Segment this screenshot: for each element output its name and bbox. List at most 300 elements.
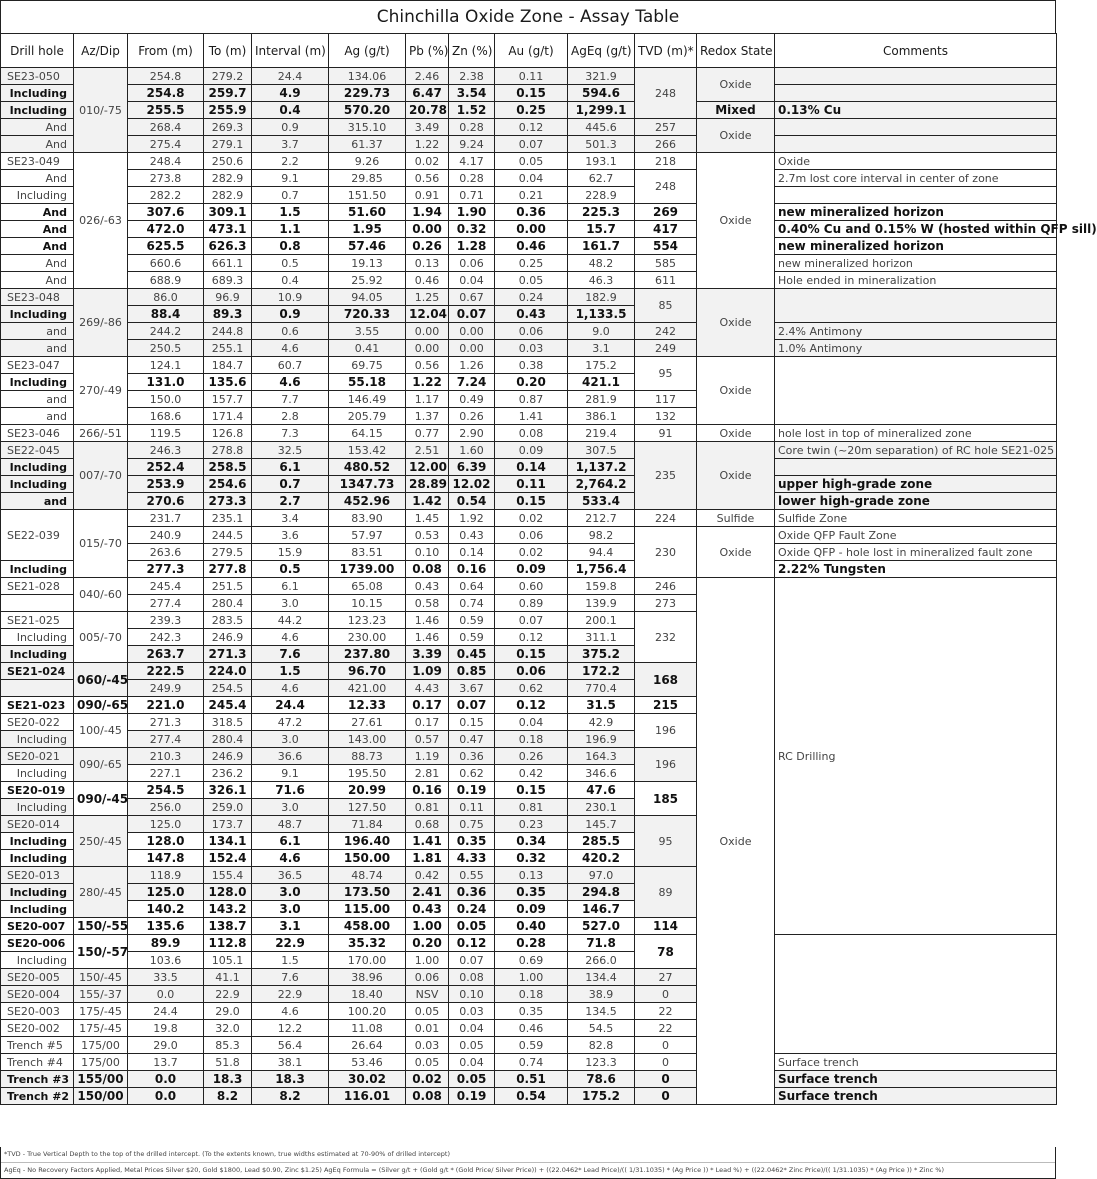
cell-interval: 44.2 xyxy=(252,612,329,629)
cell-ageq: 200.1 xyxy=(568,612,635,629)
cell-drill-hole: SE20-004 xyxy=(1,986,74,1003)
cell-tvd: 95 xyxy=(635,816,697,867)
cell-from: 240.9 xyxy=(128,527,204,544)
cell-comments: Surface trench xyxy=(775,1071,1057,1088)
cell-comments: Oxide QFP Fault Zone xyxy=(775,527,1057,544)
cell-ag: 205.79 xyxy=(329,408,406,425)
cell-from: 124.1 xyxy=(128,357,204,374)
cell-drill-hole: Including xyxy=(1,85,74,102)
cell-tvd: 168 xyxy=(635,663,697,697)
cell-from: 255.5 xyxy=(128,102,204,119)
cell-zn: 0.10 xyxy=(449,986,495,1003)
cell-pb: 0.56 xyxy=(406,170,449,187)
cell-to: 279.1 xyxy=(204,136,252,153)
cell-ageq: 285.5 xyxy=(568,833,635,850)
cell-interval: 6.1 xyxy=(252,459,329,476)
cell-to: 254.6 xyxy=(204,476,252,493)
cell-redox-state: Oxide xyxy=(697,119,775,153)
cell-drill-hole: SE22-039 xyxy=(1,510,74,561)
cell-from: 227.1 xyxy=(128,765,204,782)
cell-ag: 452.96 xyxy=(329,493,406,510)
cell-tvd: 218 xyxy=(635,153,697,170)
cell-interval: 12.2 xyxy=(252,1020,329,1037)
cell-from: 239.3 xyxy=(128,612,204,629)
cell-ag: 65.08 xyxy=(329,578,406,595)
cell-zn: 2.90 xyxy=(449,425,495,442)
table-body xyxy=(1,68,1097,1105)
cell-interval: 3.0 xyxy=(252,884,329,901)
cell-ag: 57.97 xyxy=(329,527,406,544)
cell-ag: 88.73 xyxy=(329,748,406,765)
cell-ag: 64.15 xyxy=(329,425,406,442)
cell-pb: NSV xyxy=(406,986,449,1003)
table-row xyxy=(1,136,1057,153)
table-row xyxy=(1,425,1057,442)
cell-zn: 1.92 xyxy=(449,510,495,527)
cell-zn: 0.03 xyxy=(449,1003,495,1020)
cell-ag: 57.46 xyxy=(329,238,406,255)
cell-pb: 0.00 xyxy=(406,323,449,340)
cell-tvd: 132 xyxy=(635,408,697,425)
cell-ageq: 533.4 xyxy=(568,493,635,510)
cell-au: 0.36 xyxy=(495,204,568,221)
cell-az-dip: 269/-86 xyxy=(74,289,128,357)
cell-tvd: 611 xyxy=(635,272,697,289)
cell-tvd: 266 xyxy=(635,136,697,153)
cell-ageq: 134.5 xyxy=(568,1003,635,1020)
cell-interval: 1.5 xyxy=(252,952,329,969)
cell-au: 0.07 xyxy=(495,612,568,629)
cell-ageq: 31.5 xyxy=(568,697,635,714)
cell-drill-hole: and xyxy=(1,493,74,510)
cell-comments: new mineralized horizon xyxy=(775,255,1057,272)
cell-au: 0.11 xyxy=(495,476,568,493)
cell-pb: 2.46 xyxy=(406,68,449,85)
cell-au: 0.23 xyxy=(495,816,568,833)
cell-pb: 0.01 xyxy=(406,1020,449,1037)
cell-drill-hole: and xyxy=(1,391,74,408)
cell-tvd: 246 xyxy=(635,578,697,595)
cell-to: 173.7 xyxy=(204,816,252,833)
cell-interval: 22.9 xyxy=(252,935,329,952)
cell-zn: 0.43 xyxy=(449,527,495,544)
cell-comments: new mineralized horizon xyxy=(775,238,1057,255)
cell-from: 210.3 xyxy=(128,748,204,765)
cell-pb: 1.46 xyxy=(406,612,449,629)
cell-to: 41.1 xyxy=(204,969,252,986)
cell-comments xyxy=(775,187,1057,204)
cell-pb: 1.46 xyxy=(406,629,449,646)
cell-interval: 1.1 xyxy=(252,221,329,238)
cell-ag: 115.00 xyxy=(329,901,406,918)
cell-au: 0.51 xyxy=(495,1071,568,1088)
cell-au: 1.00 xyxy=(495,969,568,986)
table-row xyxy=(1,102,1057,119)
cell-from: 277.3 xyxy=(128,561,204,578)
cell-ageq: 421.1 xyxy=(568,374,635,391)
table-row xyxy=(1,561,1057,578)
cell-drill-hole: Including xyxy=(1,187,74,204)
cell-from: 244.2 xyxy=(128,323,204,340)
cell-from: 472.0 xyxy=(128,221,204,238)
cell-zn: 0.04 xyxy=(449,272,495,289)
cell-au: 0.03 xyxy=(495,340,568,357)
cell-az-dip: 090/-45 xyxy=(74,782,128,816)
cell-interval: 3.6 xyxy=(252,527,329,544)
cell-from: 150.0 xyxy=(128,391,204,408)
cell-tvd: 114 xyxy=(635,918,697,935)
cell-to: 259.0 xyxy=(204,799,252,816)
cell-interval: 2.8 xyxy=(252,408,329,425)
cell-ag: 237.80 xyxy=(329,646,406,663)
cell-ageq: 82.8 xyxy=(568,1037,635,1054)
cell-interval: 0.5 xyxy=(252,255,329,272)
cell-au: 0.25 xyxy=(495,255,568,272)
cell-ag: 51.60 xyxy=(329,204,406,221)
cell-drill-hole: Including xyxy=(1,731,74,748)
cell-from: 0.0 xyxy=(128,1071,204,1088)
cell-ageq: 175.2 xyxy=(568,1088,635,1105)
cell-ag: 229.73 xyxy=(329,85,406,102)
cell-drill-hole: And xyxy=(1,204,74,221)
cell-interval: 3.1 xyxy=(252,918,329,935)
cell-to: 271.3 xyxy=(204,646,252,663)
cell-ag: 94.05 xyxy=(329,289,406,306)
cell-ag: 153.42 xyxy=(329,442,406,459)
cell-interval: 7.7 xyxy=(252,391,329,408)
cell-pb: 0.17 xyxy=(406,714,449,731)
cell-au: 0.89 xyxy=(495,595,568,612)
cell-pb: 0.81 xyxy=(406,799,449,816)
cell-ageq: 307.5 xyxy=(568,442,635,459)
cell-tvd: 249 xyxy=(635,340,697,357)
cell-from: 252.4 xyxy=(128,459,204,476)
cell-interval: 0.8 xyxy=(252,238,329,255)
cell-to: 235.1 xyxy=(204,510,252,527)
cell-zn: 0.16 xyxy=(449,561,495,578)
cell-ag: 150.00 xyxy=(329,850,406,867)
cell-ageq: 182.9 xyxy=(568,289,635,306)
cell-ag: 1739.00 xyxy=(329,561,406,578)
cell-comments xyxy=(775,357,1057,425)
footnote-ageq: AgEq - No Recovery Factors Applied, Metal Prices Silver $20, Gold $1800, Lead $0.90, Zinc $1.25) AgEq Formula = (Silver g/t + (Gold g/t * (Gold Price/ Silver Price)) + ((22.0462* Lead Price)/(( 1/31.1035) * (Ag Price )) * Lead %) + ((22.0462* Zinc Price)/(( 1/31.1035) * (Ag Price )) * Zinc %) xyxy=(1,1162,1055,1178)
cell-ag: 83.51 xyxy=(329,544,406,561)
cell-ageq: 527.0 xyxy=(568,918,635,935)
cell-drill-hole: Including xyxy=(1,561,74,578)
cell-ageq: 164.3 xyxy=(568,748,635,765)
cell-tvd: 0 xyxy=(635,1088,697,1105)
cell-zn: 1.90 xyxy=(449,204,495,221)
cell-az-dip: 015/-70 xyxy=(74,510,128,578)
cell-drill-hole: and xyxy=(1,408,74,425)
cell-interval: 15.9 xyxy=(252,544,329,561)
cell-tvd: 117 xyxy=(635,391,697,408)
cell-interval: 0.4 xyxy=(252,102,329,119)
cell-au: 0.40 xyxy=(495,918,568,935)
cell-zn: 0.15 xyxy=(449,714,495,731)
cell-from: 118.9 xyxy=(128,867,204,884)
cell-ag: 1347.73 xyxy=(329,476,406,493)
cell-interval: 4.6 xyxy=(252,850,329,867)
cell-au: 0.43 xyxy=(495,306,568,323)
cell-pb: 0.58 xyxy=(406,595,449,612)
cell-from: 19.8 xyxy=(128,1020,204,1037)
cell-au: 0.18 xyxy=(495,731,568,748)
cell-drill-hole: SE21-024 xyxy=(1,663,74,680)
cell-az-dip: 026/-63 xyxy=(74,153,128,289)
cell-ag: 151.50 xyxy=(329,187,406,204)
cell-drill-hole: Including xyxy=(1,646,74,663)
cell-drill-hole: Including xyxy=(1,629,74,646)
cell-drill-hole: SE22-045 xyxy=(1,442,74,459)
cell-drill-hole: SE20-002 xyxy=(1,1020,74,1037)
cell-ageq: 48.2 xyxy=(568,255,635,272)
cell-to: 282.9 xyxy=(204,187,252,204)
cell-tvd: 196 xyxy=(635,714,697,748)
cell-az-dip: 090/-65 xyxy=(74,748,128,782)
cell-drill-hole: SE20-013 xyxy=(1,867,74,884)
cell-ageq: 445.6 xyxy=(568,119,635,136)
header-pb: Pb (%) xyxy=(406,34,449,68)
cell-ag: 720.33 xyxy=(329,306,406,323)
cell-zn: 0.24 xyxy=(449,901,495,918)
cell-from: 13.7 xyxy=(128,1054,204,1071)
cell-zn: 0.36 xyxy=(449,884,495,901)
cell-ag: 19.13 xyxy=(329,255,406,272)
cell-au: 0.12 xyxy=(495,119,568,136)
cell-zn: 0.71 xyxy=(449,187,495,204)
cell-pb: 1.22 xyxy=(406,136,449,153)
cell-drill-hole: Trench #4 xyxy=(1,1054,74,1071)
cell-az-dip: 175/-45 xyxy=(74,1020,128,1037)
cell-zn: 0.62 xyxy=(449,765,495,782)
cell-drill-hole: Including xyxy=(1,884,74,901)
cell-au: 0.06 xyxy=(495,323,568,340)
cell-comments: Surface trench xyxy=(775,1054,1057,1071)
cell-zn: 0.07 xyxy=(449,306,495,323)
cell-tvd: 224 xyxy=(635,510,697,527)
cell-ageq: 62.7 xyxy=(568,170,635,187)
cell-comments xyxy=(775,85,1057,102)
footnotes xyxy=(0,1147,1056,1179)
cell-au: 0.15 xyxy=(495,782,568,799)
cell-az-dip: 010/-75 xyxy=(74,68,128,153)
cell-to: 51.8 xyxy=(204,1054,252,1071)
cell-from: 24.4 xyxy=(128,1003,204,1020)
cell-to: 112.8 xyxy=(204,935,252,952)
cell-to: 32.0 xyxy=(204,1020,252,1037)
cell-comments: upper high-grade zone xyxy=(775,476,1057,493)
cell-interval: 3.4 xyxy=(252,510,329,527)
cell-ageq: 54.5 xyxy=(568,1020,635,1037)
table-row xyxy=(1,578,1057,595)
cell-to: 152.4 xyxy=(204,850,252,867)
cell-drill-hole xyxy=(1,595,74,612)
cell-ageq: 386.1 xyxy=(568,408,635,425)
cell-az-dip: 060/-45 xyxy=(74,663,128,697)
cell-zn: 0.04 xyxy=(449,1020,495,1037)
cell-from: 86.0 xyxy=(128,289,204,306)
cell-ageq: 1,756.4 xyxy=(568,561,635,578)
cell-to: 126.8 xyxy=(204,425,252,442)
cell-ag: 20.99 xyxy=(329,782,406,799)
cell-au: 0.42 xyxy=(495,765,568,782)
table-row xyxy=(1,289,1057,306)
cell-ag: 83.90 xyxy=(329,510,406,527)
cell-drill-hole: SE20-019 xyxy=(1,782,74,799)
cell-tvd: 232 xyxy=(635,612,697,663)
cell-pb: 0.03 xyxy=(406,1037,449,1054)
cell-comments xyxy=(775,289,1057,323)
cell-interval: 36.6 xyxy=(252,748,329,765)
table-row xyxy=(1,153,1057,170)
cell-ageq: 420.2 xyxy=(568,850,635,867)
cell-ag: 61.37 xyxy=(329,136,406,153)
cell-pb: 0.02 xyxy=(406,1071,449,1088)
footnote-tvd: *TVD - True Vertical Depth to the top of the drilled intercept. (To the extents known, true widths estimated at 70-90% of drilled intercept) xyxy=(4,1150,451,1158)
cell-tvd: 0 xyxy=(635,1037,697,1054)
cell-from: 275.4 xyxy=(128,136,204,153)
cell-az-dip: 155/00 xyxy=(74,1071,128,1088)
cell-redox-state: Oxide xyxy=(697,357,775,425)
cell-drill-hole: And xyxy=(1,119,74,136)
cell-from: 125.0 xyxy=(128,816,204,833)
cell-interval: 0.9 xyxy=(252,119,329,136)
cell-from: 168.6 xyxy=(128,408,204,425)
cell-ag: 195.50 xyxy=(329,765,406,782)
cell-ageq: 311.1 xyxy=(568,629,635,646)
cell-from: 33.5 xyxy=(128,969,204,986)
cell-comments: 2.7m lost core interval in center of zone xyxy=(775,170,1057,187)
cell-pb: 1.22 xyxy=(406,374,449,391)
cell-drill-hole: SE20-006 xyxy=(1,935,74,952)
cell-tvd: 248 xyxy=(635,68,697,119)
assay-table xyxy=(0,33,1097,1105)
cell-tvd: 269 xyxy=(635,204,697,221)
cell-zn: 3.54 xyxy=(449,85,495,102)
cell-zn: 0.12 xyxy=(449,935,495,952)
cell-ageq: 175.2 xyxy=(568,357,635,374)
cell-interval: 3.7 xyxy=(252,136,329,153)
cell-ag: 480.52 xyxy=(329,459,406,476)
cell-from: 660.6 xyxy=(128,255,204,272)
header-zn: Zn (%) xyxy=(449,34,495,68)
cell-from: 242.3 xyxy=(128,629,204,646)
cell-redox-state: Oxide xyxy=(697,289,775,357)
header-ag: Ag (g/t) xyxy=(329,34,406,68)
cell-interval: 7.6 xyxy=(252,969,329,986)
cell-tvd: 0 xyxy=(635,1054,697,1071)
cell-redox-state: Oxide xyxy=(697,153,775,289)
cell-pb: 0.08 xyxy=(406,1088,449,1105)
cell-to: 105.1 xyxy=(204,952,252,969)
cell-redox-state: Oxide xyxy=(697,425,775,442)
table-row xyxy=(1,119,1057,136)
cell-az-dip: 005/-70 xyxy=(74,612,128,663)
cell-from: 268.4 xyxy=(128,119,204,136)
cell-au: 0.04 xyxy=(495,714,568,731)
table-row xyxy=(1,340,1057,357)
cell-to: 273.3 xyxy=(204,493,252,510)
cell-pb: 0.68 xyxy=(406,816,449,833)
cell-ag: 170.00 xyxy=(329,952,406,969)
cell-au: 0.46 xyxy=(495,1020,568,1037)
cell-interval: 18.3 xyxy=(252,1071,329,1088)
cell-pb: 0.53 xyxy=(406,527,449,544)
cell-interval: 38.1 xyxy=(252,1054,329,1071)
table-row xyxy=(1,459,1057,476)
cell-to: 138.7 xyxy=(204,918,252,935)
cell-comments: Core twin (~20m separation) of RC hole SE21-025 xyxy=(775,442,1057,459)
cell-ag: 71.84 xyxy=(329,816,406,833)
cell-ag: 12.33 xyxy=(329,697,406,714)
table-row xyxy=(1,493,1057,510)
cell-ageq: 139.9 xyxy=(568,595,635,612)
cell-pb: 4.43 xyxy=(406,680,449,697)
cell-to: 244.5 xyxy=(204,527,252,544)
cell-interval: 24.4 xyxy=(252,68,329,85)
cell-zn: 0.35 xyxy=(449,833,495,850)
cell-az-dip: 040/-60 xyxy=(74,578,128,612)
cell-tvd: 242 xyxy=(635,323,697,340)
cell-drill-hole: Trench #5 xyxy=(1,1037,74,1054)
cell-to: 626.3 xyxy=(204,238,252,255)
cell-comments: Surface trench xyxy=(775,1088,1057,1105)
cell-zn: 0.55 xyxy=(449,867,495,884)
cell-to: 278.8 xyxy=(204,442,252,459)
table-row xyxy=(1,187,1057,204)
cell-ageq: 266.0 xyxy=(568,952,635,969)
table-row xyxy=(1,476,1057,493)
table-row xyxy=(1,544,1057,561)
cell-ageq: 193.1 xyxy=(568,153,635,170)
cell-drill-hole: And xyxy=(1,136,74,153)
cell-az-dip: 100/-45 xyxy=(74,714,128,748)
cell-ag: 458.00 xyxy=(329,918,406,935)
cell-au: 0.09 xyxy=(495,901,568,918)
cell-au: 0.04 xyxy=(495,170,568,187)
cell-au: 0.11 xyxy=(495,68,568,85)
cell-au: 0.02 xyxy=(495,510,568,527)
cell-interval: 48.7 xyxy=(252,816,329,833)
cell-au: 0.25 xyxy=(495,102,568,119)
cell-zn: 0.11 xyxy=(449,799,495,816)
cell-comments xyxy=(775,935,1057,1054)
cell-zn: 4.33 xyxy=(449,850,495,867)
cell-pb: 0.10 xyxy=(406,544,449,561)
cell-pb: 6.47 xyxy=(406,85,449,102)
cell-from: 263.6 xyxy=(128,544,204,561)
cell-zn: 0.07 xyxy=(449,952,495,969)
cell-drill-hole: And xyxy=(1,221,74,238)
cell-zn: 0.47 xyxy=(449,731,495,748)
cell-drill-hole: SE23-050 xyxy=(1,68,74,85)
cell-zn: 0.67 xyxy=(449,289,495,306)
cell-to: 250.6 xyxy=(204,153,252,170)
cell-pb: 0.56 xyxy=(406,357,449,374)
cell-pb: 1.17 xyxy=(406,391,449,408)
cell-ageq: 71.8 xyxy=(568,935,635,952)
cell-to: 22.9 xyxy=(204,986,252,1003)
cell-au: 0.09 xyxy=(495,442,568,459)
cell-ageq: 294.8 xyxy=(568,884,635,901)
cell-to: 279.2 xyxy=(204,68,252,85)
cell-interval: 56.4 xyxy=(252,1037,329,1054)
cell-interval: 7.6 xyxy=(252,646,329,663)
cell-pb: 1.42 xyxy=(406,493,449,510)
cell-comments: 0.13% Cu xyxy=(775,102,1057,119)
cell-au: 0.26 xyxy=(495,748,568,765)
